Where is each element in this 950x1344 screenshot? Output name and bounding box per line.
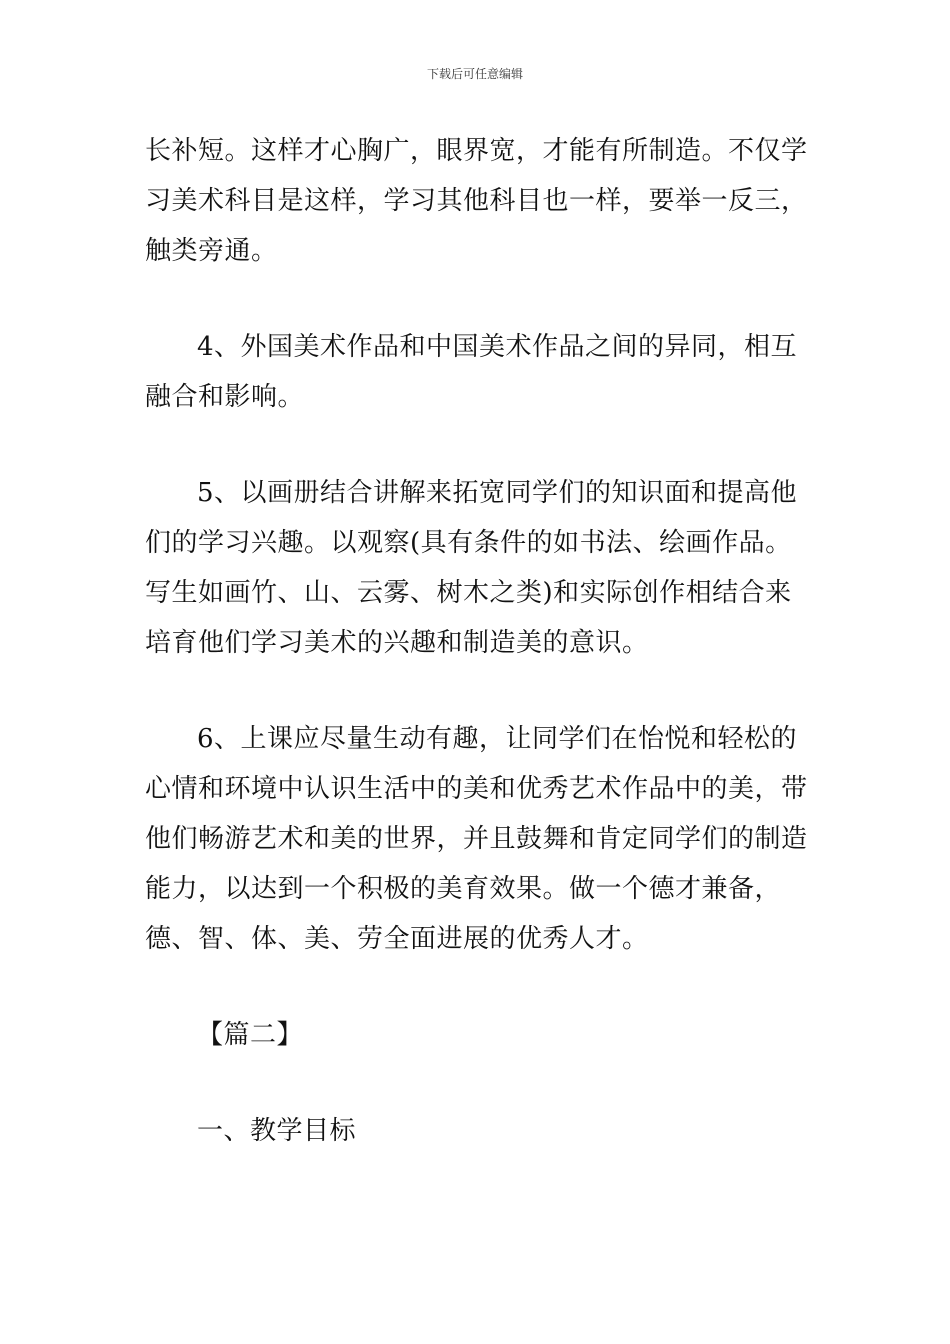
paragraph-gap — [145, 1060, 810, 1106]
subsection-heading: 一、教学目标 — [197, 1116, 357, 1146]
paragraph-gap — [145, 668, 810, 714]
paragraph-gap — [145, 964, 810, 1010]
section-heading: 【篇二】 — [197, 1020, 304, 1050]
paragraph-item-4: 4、外国美术作品和中国美术作品之间的异同，相互融合和影响。 — [145, 332, 798, 412]
paragraph-continuation: 长补短。这样才心胸广，眼界宽，才能有所制造。不仅学习美术科目是这样，学习其他科目也一样，要举一反三，触类旁通。 — [145, 136, 808, 266]
page-header: 下载后可任意编辑 — [426, 67, 523, 81]
paragraph-gap — [145, 276, 810, 322]
paragraph-gap — [145, 422, 810, 468]
paragraph-item-5: 5、以画册结合讲解来拓宽同学们的知识面和提高他们的学习兴趣。以观察(具有条件的如书法、绘画作品。写生如画竹、山、云雾、树木之类)和实际创作相结合来培育他们学习美术的兴趣和制造美的意识。 — [145, 478, 798, 658]
document-body — [145, 126, 810, 1156]
paragraph-item-6: 6、上课应尽量生动有趣，让同学们在怡悦和轻松的心情和环境中认识生活中的美和优秀艺术作品中的美，带他们畅游艺术和美的世界，并且鼓舞和肯定同学们的制造能力，以达到一个积极的美育效果。做一个德才兼备，德、智、体、美、劳全面进展的优秀人才。 — [145, 724, 808, 954]
